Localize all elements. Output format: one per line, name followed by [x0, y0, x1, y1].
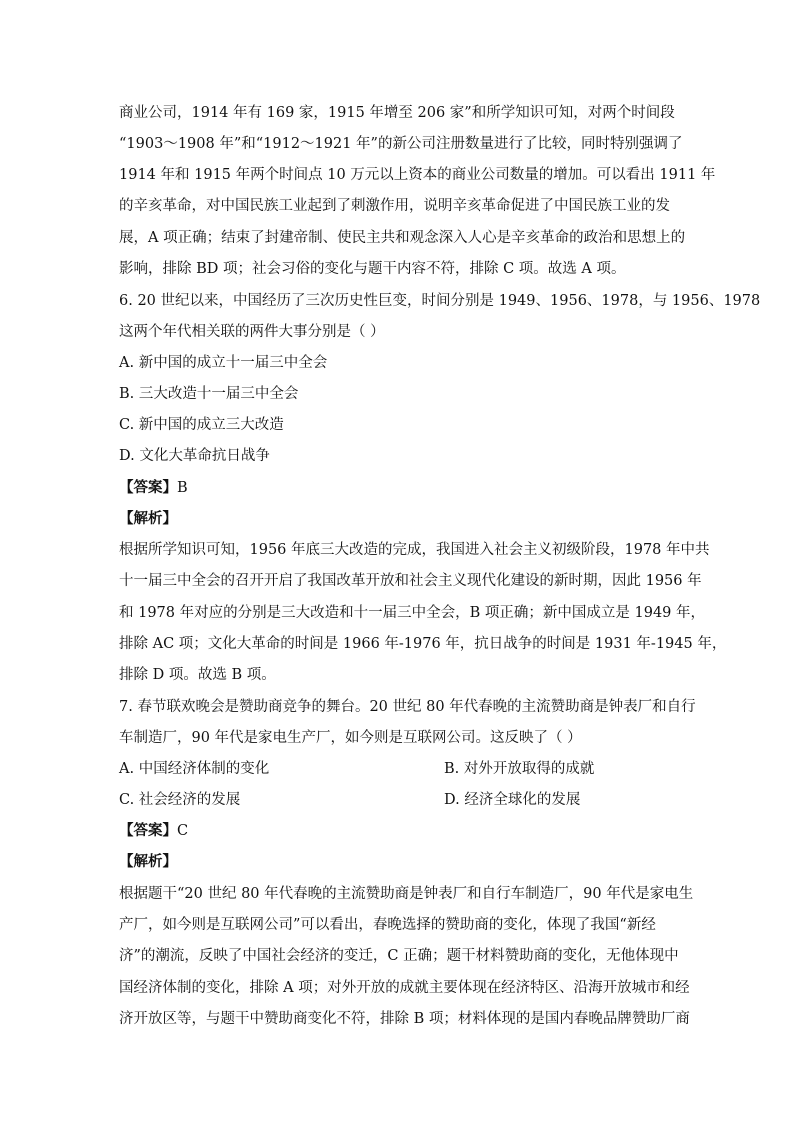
- answer-value: B: [177, 480, 188, 496]
- q6-stem-line: 6. 20 世纪以来，中国经历了三次历史性巨变，时间分别是 1949、1956、1978，与 1956、1978: [119, 293, 761, 309]
- q6-answer: [119, 478, 188, 498]
- q7-option-c: C. 社会经济的发展: [119, 792, 241, 808]
- q6-analysis-line: 和 1978 年对应的分别是三大改造和十一届三中全会，B 项正确；新中国成立是 1949 年，: [119, 605, 706, 621]
- q7-stem-line: 车制造厂，90 年代是家电生产厂，如今则是互联网公司。这反映了（ ）: [119, 730, 582, 746]
- q7-analysis-line: 济”的潮流，反映了中国社会经济的变迁，C 正确；题干材料赞助商的变化，无他体现中: [119, 948, 679, 964]
- q7-analysis-tag: [119, 852, 177, 872]
- q7-answer: [119, 821, 188, 841]
- q7-option-a: A. 中国经济体制的变化: [119, 761, 270, 777]
- q7-analysis-line: 济开放区等，与题干中赞助商变化不符，排除 B 项；材料体现的是国内春晚品牌赞助厂商: [119, 1011, 690, 1027]
- q6-option-c: C. 新中国的成立三大改造: [119, 417, 284, 433]
- answer-value: C: [177, 823, 189, 839]
- q7-stem-line: 7. 春节联欢晚会是赞助商竞争的舞台。20 世纪 80 年代春晚的主流赞助商是钟表厂和自行: [119, 699, 696, 715]
- q6-analysis-line: 排除 D 项。故选 B 项。: [119, 667, 276, 683]
- q7-analysis-line: 产厂，如今则是互联网公司”可以看出，春晚选择的赞助商的变化，体现了我国“新经: [119, 917, 656, 933]
- paragraph-line: 商业公司，1914 年有 169 家，1915 年增至 206 家”和所学知识可知，对两个时间段: [119, 105, 675, 121]
- q7-option-d: D. 经济全球化的发展: [444, 792, 581, 808]
- analysis-tag: 【解析】: [119, 510, 177, 527]
- paragraph-line: 展，A 项正确；结束了封建帝制、使民主共和观念深入人心是辛亥革命的政治和思想上的: [119, 230, 686, 246]
- paragraph-line: “1903～1908 年”和“1912～1921 年”的新公司注册数量进行了比较，同时特别强调了: [119, 136, 683, 152]
- q6-analysis-line: 十一届三中全会的召开开启了我国改革开放和社会主义现代化建设的新时期，因此 1956 年: [119, 573, 702, 589]
- q6-option-b: B. 三大改造十一届三中全会: [119, 386, 299, 402]
- q6-stem-line: 这两个年代相关联的两件大事分别是（ ）: [119, 324, 385, 340]
- q6-analysis-line: 排除 AC 项；文化大革命的时间是 1966 年-1976 年，抗日战争的时间是 1931 年-1945 年，: [119, 636, 727, 652]
- paragraph-line: 1914 年和 1915 年两个时间点 10 万元以上资本的商业公司数量的增加。可以看出 1911 年: [119, 167, 716, 183]
- q7-analysis-line: 根据题干“20 世纪 80 年代春晚的主流赞助商是钟表厂和自行车制造厂，90 年代是家电生: [119, 886, 694, 902]
- q7-analysis-line: 国经济体制的变化，排除 A 项；对外开放的成就主要体现在经济特区、沿海开放城市和经: [119, 980, 690, 996]
- analysis-tag: 【解析】: [119, 853, 177, 870]
- q6-option-a: A. 新中国的成立十一届三中全会: [119, 355, 328, 371]
- q7-option-b: B. 对外开放取得的成就: [444, 761, 595, 777]
- paragraph-line: 影响，排除 BD 项；社会习俗的变化与题干内容不符，排除 C 项。故选 A 项。: [119, 261, 626, 277]
- answer-tag: 【答案】: [119, 822, 177, 839]
- q6-option-d: D. 文化大革命抗日战争: [119, 448, 270, 464]
- q6-analysis-line: 根据所学知识可知，1956 年底三大改造的完成，我国进入社会主义初级阶段，1978 年中共: [119, 542, 710, 558]
- paragraph-line: 的辛亥革命，对中国民族工业起到了刺激作用，说明辛亥革命促进了中国民族工业的发: [119, 198, 670, 214]
- answer-tag: 【答案】: [119, 479, 177, 496]
- q6-analysis-tag: [119, 509, 177, 529]
